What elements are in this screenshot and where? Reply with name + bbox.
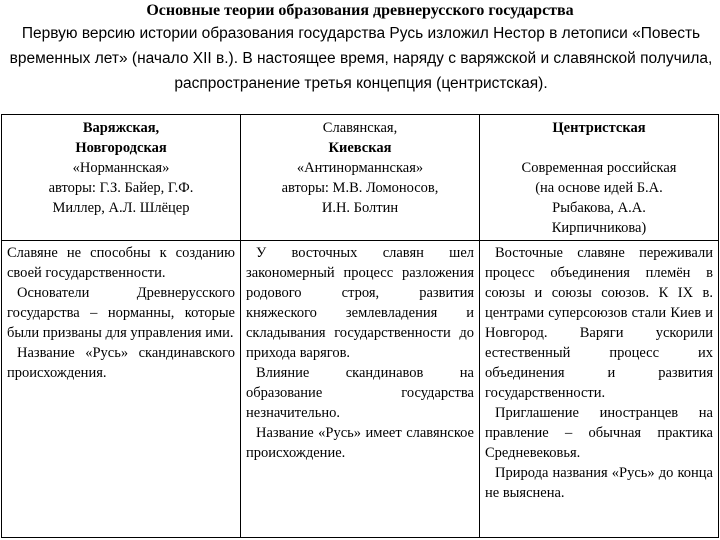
header-cell-slavic — [241, 115, 480, 241]
column-title: Славянская, — [322, 120, 398, 136]
column-title: Варяжская, — [82, 120, 160, 136]
theory-paragraph: Славяне не способны к созданию своей государственности. — [7, 245, 235, 281]
column-authors-line: И.Н. Болтин — [321, 200, 399, 216]
theory-paragraph: У восточных славян шел закономерный процесс разложения родового строя, развития княжеского землевладения и складывания государственности до прихода варягов. — [246, 245, 474, 361]
column-authors-line: Миллер, А.Л. Шлёцер — [52, 200, 190, 216]
column-subtitle: Киевская — [328, 140, 392, 156]
body-cell-slavic — [241, 241, 480, 538]
table-header-row — [2, 115, 719, 241]
header-cell-varangian — [2, 115, 241, 241]
theory-paragraph: Восточные славяне переживали процесс объединения племён в союзы и союзы союзов. К IX в. центрами суперсоюзов стали Киев и Новгород. Варяги ускорили естественный процесс их объединения и развития государственности. — [485, 245, 713, 401]
column-authors-line: авторы: М.В. Ломоносов, — [281, 180, 439, 196]
column-alt-name: Современная российская — [521, 160, 677, 176]
page-title: Основные теории образования древнерусского государства — [146, 2, 574, 19]
column-subtitle: Новгородская — [75, 140, 167, 156]
column-alt-name: «Антинорманнская» — [296, 160, 424, 176]
body-cell-varangian — [2, 241, 241, 538]
column-title: Центристская — [552, 120, 646, 136]
theory-paragraph: Влияние скандинавов на образование государства незначительно. — [246, 365, 474, 421]
theory-paragraph: Приглашение иностранцев на правление – обычная практика Средневековья. — [485, 405, 713, 461]
theory-paragraph: Название «Русь» имеет славянское происхождение. — [246, 425, 474, 461]
column-authors-line: авторы: Г.З. Байер, Г.Ф. — [48, 180, 194, 196]
column-authors-line: Кирпичникова) — [551, 220, 647, 236]
body-cell-centrist — [480, 241, 719, 538]
column-alt-name: «Норманнская» — [72, 160, 170, 176]
header-cell-centrist — [480, 115, 719, 241]
theory-paragraph: Название «Русь» скандинавского происхождения. — [7, 345, 235, 381]
column-authors-line: (на основе идей Б.А. — [535, 180, 663, 196]
intro-paragraph: Первую версию истории образования государства Русь изложил Нестор в летописи «Повесть временных лет» (начало XII в.). В настоящее время, наряду с варяжской и славянской получила, распространение третья концепция (центристская). — [9, 25, 713, 92]
table-body-row — [2, 241, 719, 538]
column-authors-line: Рыбакова, А.А. — [552, 200, 646, 216]
theory-paragraph: Основатели Древнерусского государства – норманны, которые были призваны для управления ими. — [7, 285, 235, 341]
theories-table — [1, 114, 719, 538]
theory-paragraph: Природа названия «Русь» до конца не выяснена. — [485, 465, 713, 501]
